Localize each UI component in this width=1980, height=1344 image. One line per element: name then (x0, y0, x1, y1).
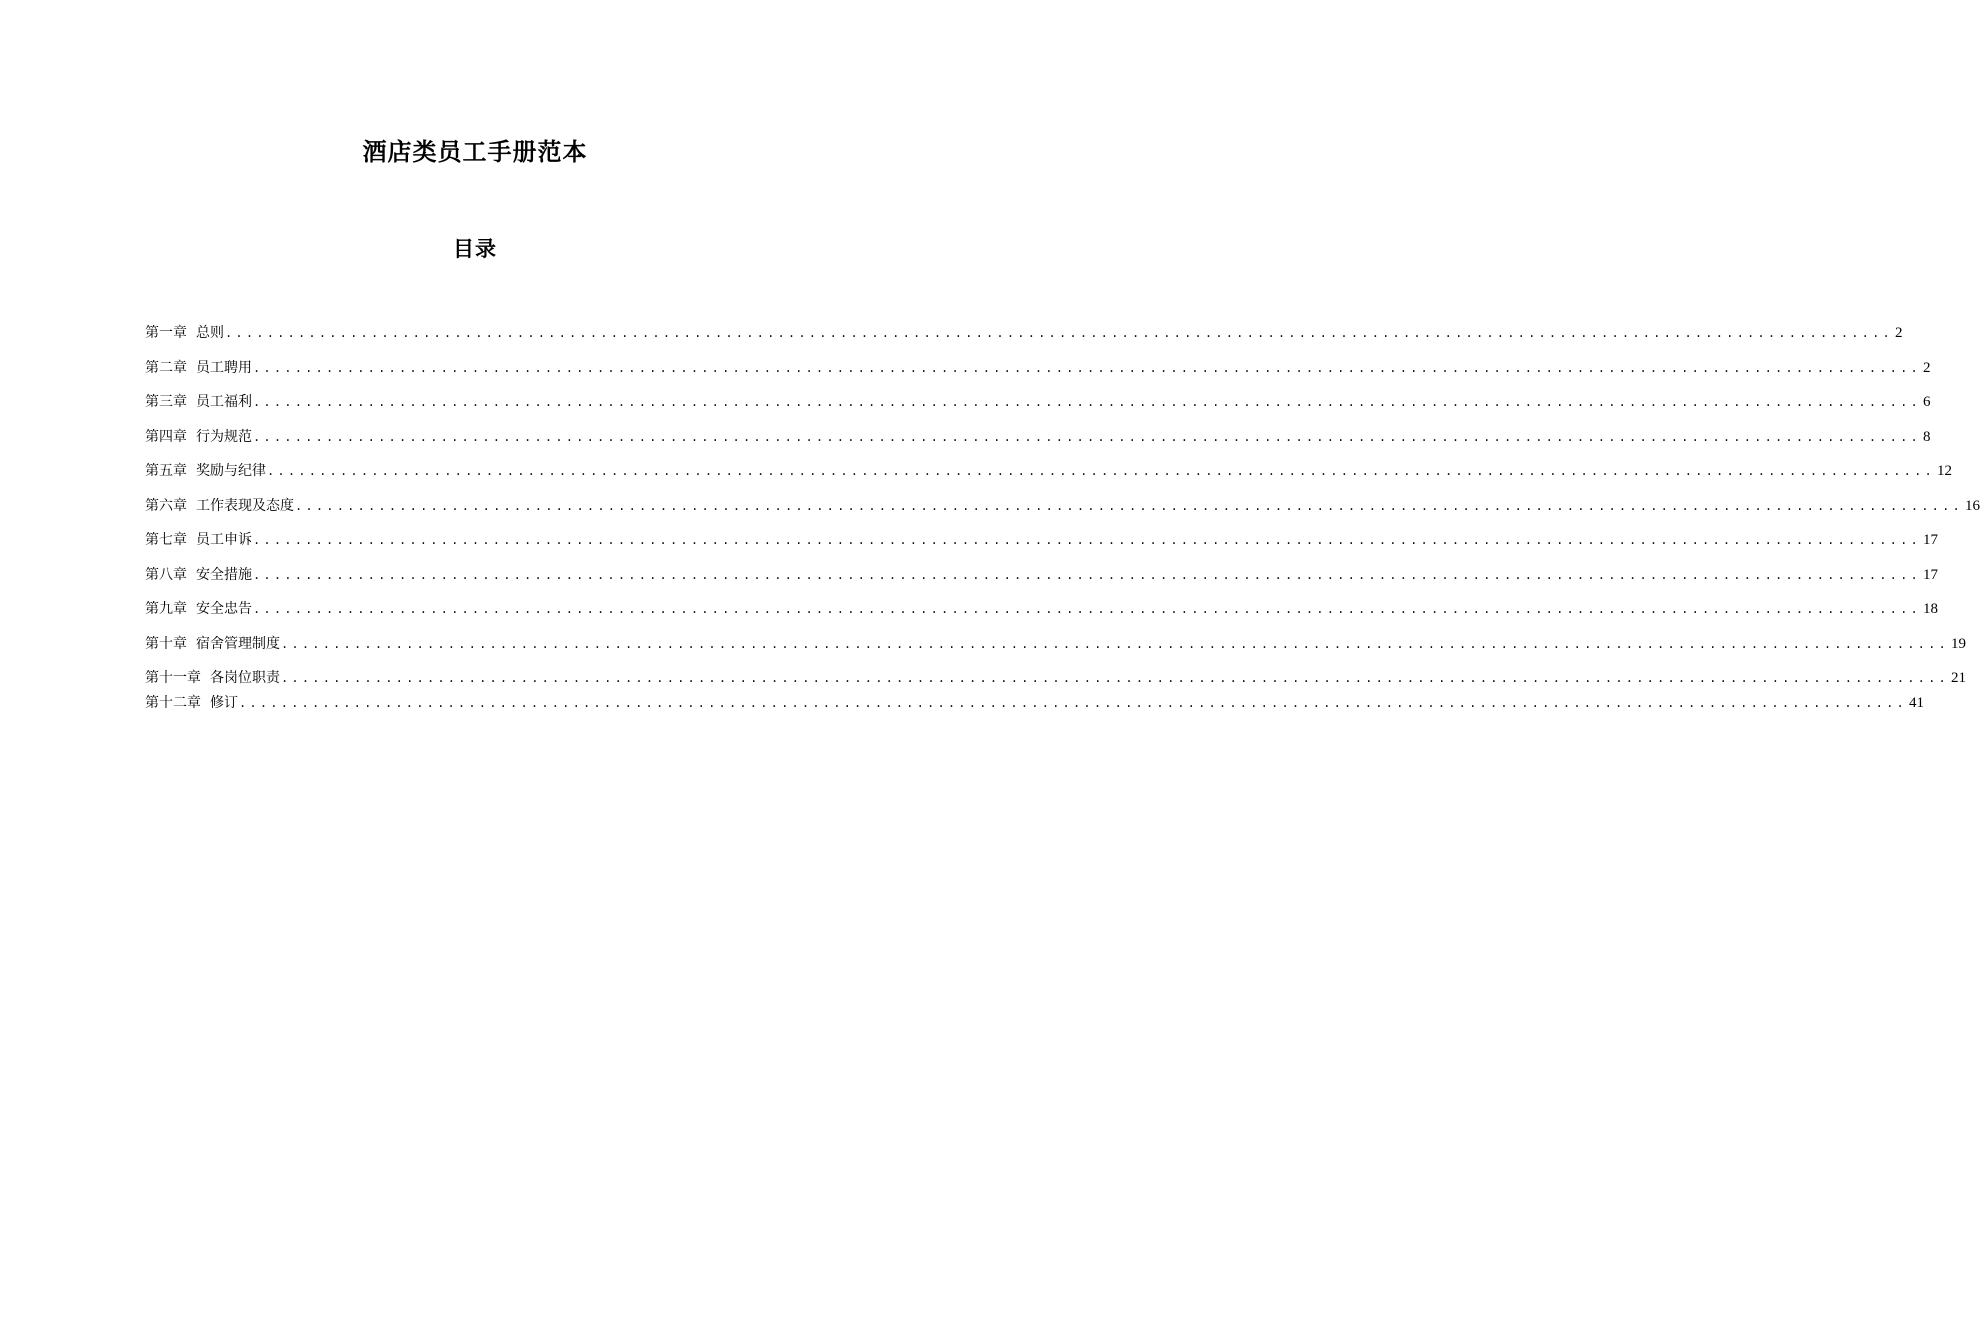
toc-chapter-number: 第七章 (145, 532, 187, 548)
toc-entry[interactable] (145, 598, 1938, 620)
toc-chapter-title: 工作表现及态度 (196, 498, 294, 514)
toc-chapter-number: 第十章 (145, 636, 187, 652)
toc-entry[interactable] (145, 495, 1980, 517)
toc-dot-leader: ................................................................................................................................................................ (281, 671, 1949, 685)
toc-entry[interactable] (145, 357, 1931, 379)
toc-dot-leader: ................................................................................................................................................................ (239, 696, 1907, 710)
toc-entry[interactable] (145, 692, 1924, 714)
toc-page-number: 17 (1922, 567, 1938, 583)
document-title: 酒店类员工手册范本 (362, 137, 588, 166)
toc-chapter-number: 第三章 (145, 394, 187, 410)
toc-chapter-number: 第二章 (145, 360, 187, 376)
toc-chapter-number: 第八章 (145, 567, 187, 583)
toc-chapter-title: 安全忠告 (196, 601, 252, 617)
toc-chapter-title: 员工聘用 (196, 360, 252, 376)
toc-chapter-title: 员工申诉 (196, 532, 252, 548)
toc-dot-leader: ................................................................................................................................................................ (267, 464, 1935, 478)
toc-entry[interactable] (145, 633, 1966, 655)
toc-dot-leader: ................................................................................................................................................................ (253, 430, 1921, 444)
toc-page-number: 16 (1964, 498, 1980, 514)
toc-chapter-number: 第四章 (145, 429, 187, 445)
toc-page-number: 21 (1950, 670, 1966, 686)
toc-heading: 目录 (453, 236, 497, 261)
toc-chapter-number: 第十一章 (145, 670, 201, 686)
toc-chapter-number: 第十二章 (145, 695, 201, 711)
toc-dot-leader: ................................................................................................................................................................ (253, 361, 1921, 375)
toc-dot-leader: ................................................................................................................................................................ (253, 568, 1921, 582)
toc-dot-leader: ................................................................................................................................................................ (281, 637, 1949, 651)
toc-page-number: 2 (1922, 360, 1931, 376)
toc-dot-leader: ................................................................................................................................................................ (253, 602, 1921, 616)
toc-chapter-title: 行为规范 (196, 429, 252, 445)
toc-page-number: 12 (1936, 463, 1952, 479)
toc-dot-leader: ................................................................................................................................................................ (253, 533, 1921, 547)
toc-chapter-number: 第六章 (145, 498, 187, 514)
toc-page-number: 17 (1922, 532, 1938, 548)
toc-page-number: 19 (1950, 636, 1966, 652)
toc-chapter-number: 第五章 (145, 463, 187, 479)
toc-page-number: 8 (1922, 429, 1931, 445)
toc-entry[interactable] (145, 391, 1931, 413)
toc-chapter-title: 宿舍管理制度 (196, 636, 280, 652)
toc-chapter-title: 修订 (210, 695, 238, 711)
toc-dot-leader: ................................................................................................................................................................ (295, 499, 1963, 513)
toc-chapter-title: 各岗位职责 (210, 670, 280, 686)
toc-chapter-title: 安全措施 (196, 567, 252, 583)
toc-entry[interactable] (145, 460, 1952, 482)
toc-page-number: 6 (1922, 394, 1931, 410)
toc-entry[interactable] (145, 322, 1903, 344)
toc-page-number: 2 (1894, 325, 1903, 341)
toc-page-number: 18 (1922, 601, 1938, 617)
toc-entry[interactable] (145, 426, 1931, 448)
toc-chapter-number: 第九章 (145, 601, 187, 617)
toc-page-number: 41 (1908, 695, 1924, 711)
toc-dot-leader: ................................................................................................................................................................ (253, 395, 1921, 409)
toc-chapter-number: 第一章 (145, 325, 187, 341)
toc-entry[interactable] (145, 529, 1938, 551)
toc-entry[interactable] (145, 667, 1966, 689)
toc-dot-leader: ................................................................................................................................................................ (225, 326, 1893, 340)
toc-chapter-title: 总则 (196, 325, 224, 341)
toc-entry[interactable] (145, 564, 1938, 586)
toc-chapter-title: 奖励与纪律 (196, 463, 266, 479)
toc-chapter-title: 员工福利 (196, 394, 252, 410)
